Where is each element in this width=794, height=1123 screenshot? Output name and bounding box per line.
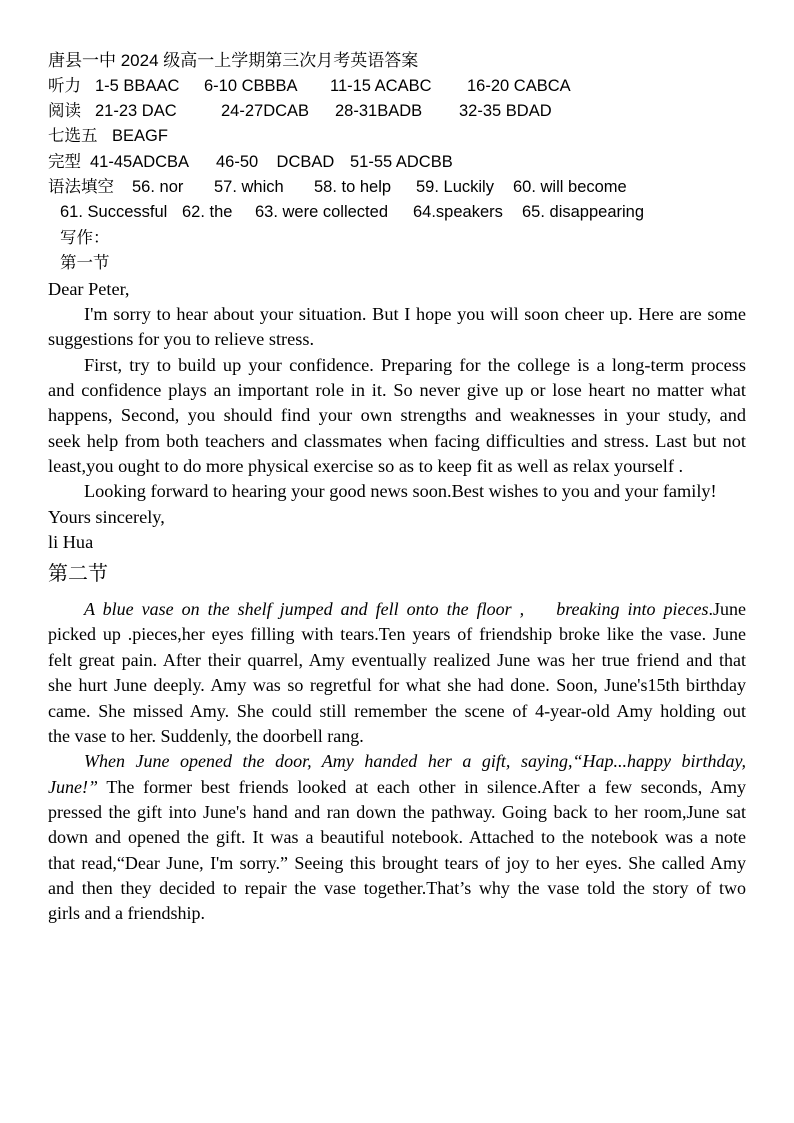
story-italic-continued: June!” <box>48 776 98 797</box>
answer-group: 1-5 BBAAC <box>95 76 180 95</box>
section-label: 完型 <box>48 152 81 171</box>
story-line: came. She missed Amy. She could still remember the scene of 4-year-old Amy holding out <box>48 700 746 721</box>
answer-group: 51-55 ADCBB <box>350 152 453 171</box>
answer-group: 24-27DCAB <box>221 102 310 121</box>
story-line: girls and a friendship. <box>48 903 205 924</box>
letter-line: suggestions for you to relieve stress. <box>48 329 315 350</box>
answer-item: 59. Luckily <box>416 178 494 197</box>
letter-salutation: Dear Peter, <box>48 278 130 299</box>
part2-heading: 第二节 <box>48 563 108 586</box>
answer-item: 64.speakers <box>413 203 503 222</box>
part2-story <box>48 597 746 927</box>
answer-group: BEAGF <box>112 127 168 146</box>
answer-group: 41-45ADCBA <box>90 152 190 171</box>
story-line: she hurt June deeply. Amy was so regretful for what she had done. Soon, June's15th birthday <box>48 675 746 696</box>
letter-line: least,you ought to do more physical exercise so as to keep fit as well as relax yourself . <box>48 456 684 477</box>
answer-row-listening <box>48 74 746 99</box>
answer-group: 16-20 CABCA <box>467 76 571 95</box>
story-line: and then they decided to repair the vase together.That’s why the vase told the story of two <box>48 878 746 899</box>
story-italic-opening: When June opened the door, Amy handed her a gift, saying,“Hap...happy birthday, <box>84 751 746 772</box>
story-text: .June <box>708 599 746 620</box>
answer-group: 21-23 DAC <box>95 102 177 121</box>
answer-item: 63. were collected <box>255 203 388 222</box>
story-text: The former best friends looked at each other in silence.After a few seconds, Amy <box>97 776 746 797</box>
section-label: 听力 <box>48 76 81 95</box>
answer-row-seven-choose-five <box>48 124 746 149</box>
story-line: felt great pain. After their quarrel, Amy eventually realized June was her true friend and that <box>48 649 746 670</box>
story-line: picked up .pieces,her eyes filling with tears.Ten years of friendship broke like the vase. June <box>48 624 746 645</box>
answer-group: 46-50 DCBAD <box>216 152 335 171</box>
answer-item: 60. will become <box>513 178 627 197</box>
story-line <box>48 597 746 622</box>
answer-item: 65. disappearing <box>522 203 645 222</box>
answer-group: 6-10 CBBBA <box>204 76 298 95</box>
letter-line: First, try to build up your confidence. Preparing for the college is a long-term process <box>84 354 746 375</box>
answer-group: 11-15 ACABC <box>330 76 432 95</box>
story-line: that read,“Dear June, I'm sorry.” Seeing this brought tears of joy to her eyes. She called Amy <box>48 852 746 873</box>
section-label: 语法填空 <box>48 178 114 197</box>
answer-group: 32-35 BDAD <box>459 102 552 121</box>
story-line: pressed the gift into June's hand and ran down the pathway. Going back to her room,June sat <box>48 801 746 822</box>
answer-item: 56. nor <box>132 178 184 197</box>
answer-row-grammar-fill <box>48 175 746 200</box>
letter-signature: li Hua <box>48 532 94 553</box>
story-line: down and opened the gift. It was a beautiful notebook. Attached to the notebook was a note <box>48 827 746 848</box>
answer-document <box>48 48 746 926</box>
letter-line: happens, Second, you should find your own strengths and weaknesses in your study, and <box>48 405 746 426</box>
story-line <box>48 749 746 774</box>
answer-item: 61. Successful <box>60 203 168 222</box>
letter-line: and confidence plays an important role in it. So never give up or lose heart no matter what <box>48 379 746 400</box>
story-line <box>48 775 746 800</box>
answer-item: 62. the <box>182 203 233 222</box>
letter-closing: Yours sincerely, <box>48 506 165 527</box>
answer-item: 58. to help <box>314 178 392 197</box>
answer-group: 28-31BADB <box>335 102 423 121</box>
document-title: 唐县一中 2024 级高一上学期第三次月考英语答案 <box>48 51 419 71</box>
part1-letter <box>48 277 746 556</box>
letter-line: Looking forward to hearing your good news soon.Best wishes to you and your family! <box>84 481 717 502</box>
story-line: the vase to her. Suddenly, the doorbell rang. <box>48 725 364 746</box>
answer-item: 57. which <box>214 178 284 197</box>
letter-line: seek help from both teachers and classmates when facing difficulties and stress. Last but not <box>48 430 746 451</box>
writing-label: 写作： <box>60 228 110 247</box>
answer-row-cloze <box>48 150 746 175</box>
section-label: 七选五 <box>48 127 98 146</box>
story-italic-opening: A blue vase on the shelf jumped and fell onto the floor , breaking into pieces <box>84 599 709 620</box>
part1-heading: 第一节 <box>60 254 110 273</box>
answer-row-grammar-fill-continued <box>48 200 746 225</box>
letter-line: I'm sorry to hear about your situation. But I hope you will soon cheer up. Here are some <box>84 303 746 324</box>
answer-row-reading <box>48 99 746 124</box>
section-label: 阅读 <box>48 102 81 121</box>
